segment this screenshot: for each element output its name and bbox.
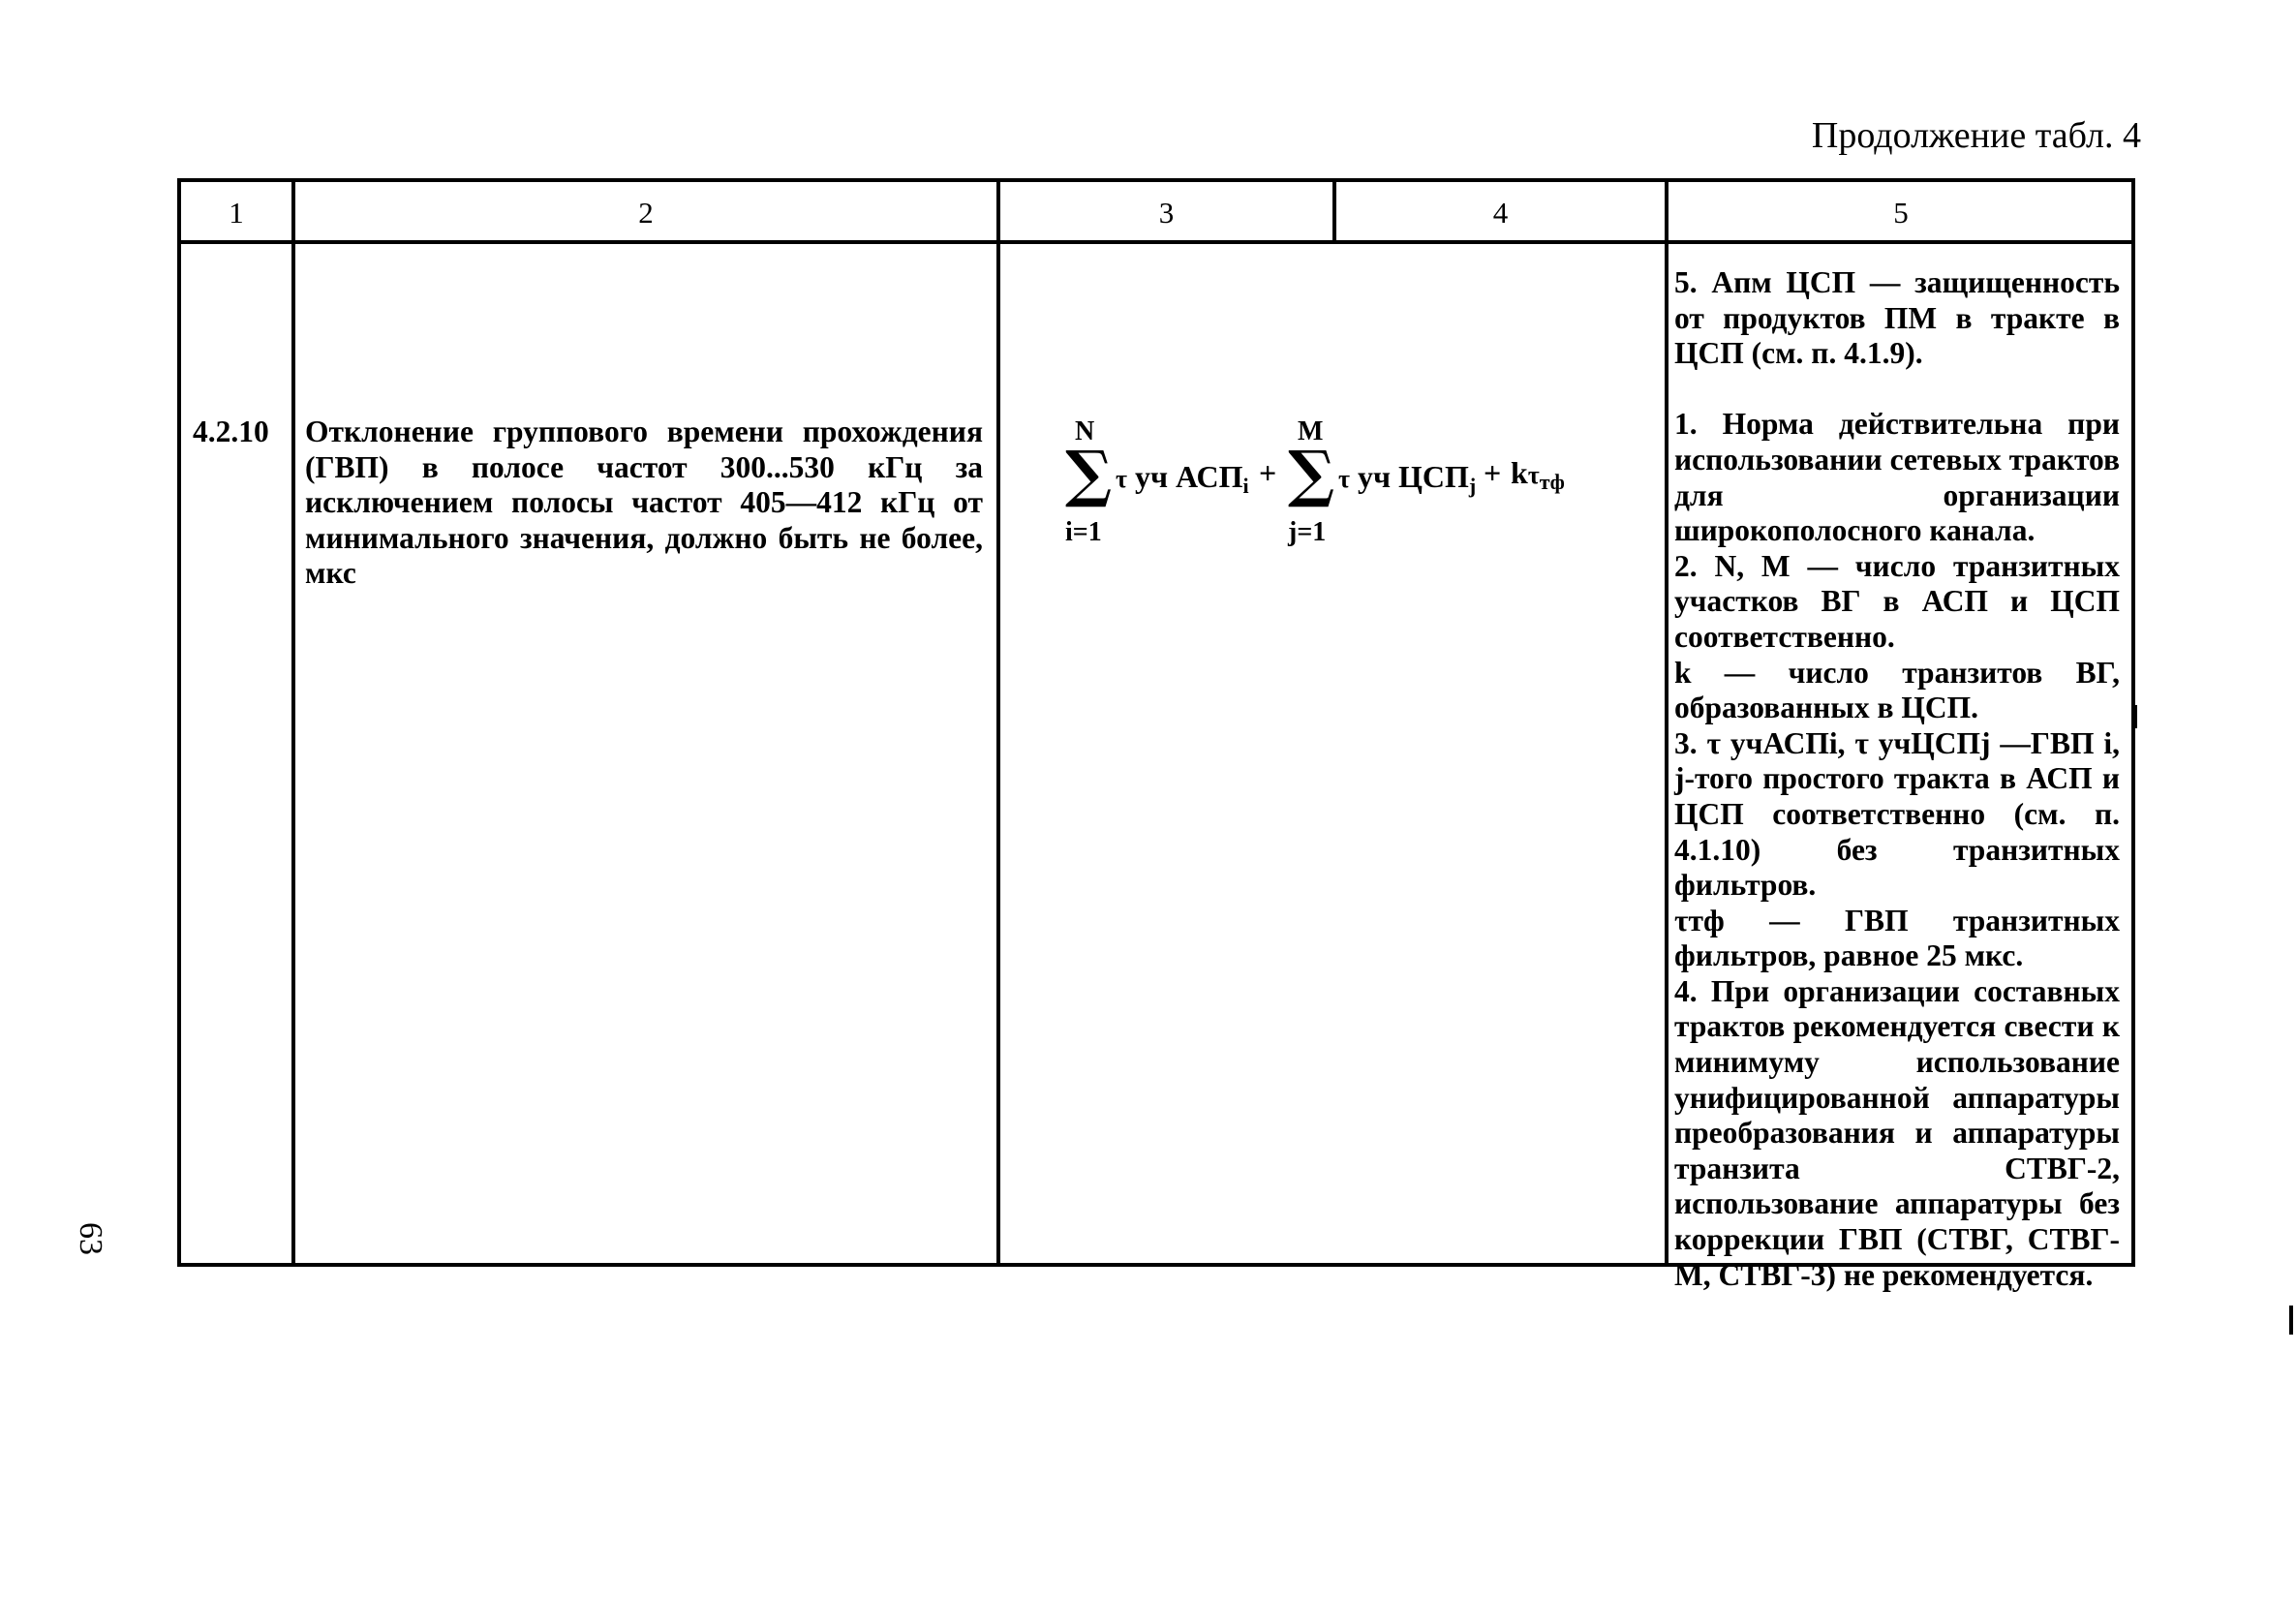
note-2: 2. N, M — число транзитных участков ВГ в АСП и ЦСП соответственно. (1674, 548, 2120, 654)
column-header-1: 1 (229, 196, 244, 230)
plus-sign: + (1259, 455, 1277, 490)
column-header-2: 2 (638, 196, 654, 230)
sum1-lower-limit: i=1 (1065, 517, 1102, 547)
sum2-lower-limit: j=1 (1288, 517, 1327, 547)
formula (1065, 416, 1627, 552)
sum1-term: τ уч $АСП_i$ (1116, 459, 1249, 498)
plus-sign: + (1484, 455, 1502, 490)
column-header-5: 5 (1893, 196, 1909, 230)
column-header-4: 4 (1492, 196, 1509, 230)
note-1: 1. Норма действительна при использовании сетевых трактов для организации широкополосного канала. (1674, 407, 2120, 548)
scan-mark (2289, 1306, 2293, 1335)
k-coefficient: $k\tau_{тф}$ (1511, 455, 1565, 494)
scan-mark (2133, 705, 2137, 728)
notes-cell (1674, 265, 2120, 1293)
column-divider (291, 182, 295, 1263)
parameter-description: Отклонение группового времени прохождения (ГВП) в полосе частот 300...530 кГц за исключением полосы частот 405—412 кГц от минимального значения, должно быть не более, мкс (305, 415, 983, 591)
table-continuation-caption: Продолжение табл. 4 (1811, 115, 2141, 156)
note-4: 4. При организации составных трактов рекомендуется свести к минимуму использование унифицированной аппаратуры преобразования и аппаратуры транзита СТВГ-2, использование аппаратуры без коррекции ГВП (СТВГ, СТВГ-М, СТВГ-3) не рекомендуется. (1674, 973, 2120, 1292)
sum1-upper-limit: N (1075, 416, 1095, 446)
table (177, 178, 2135, 1292)
sum2-term: τ уч $ЦСП_j$ (1338, 459, 1477, 498)
sum1-sigma: ∑ (1065, 438, 1113, 510)
sum2-sigma: ∑ (1288, 438, 1335, 510)
note-5: 5. Апм ЦСП — защищенность от продуктов ПМ в тракте в ЦСП (см. п. 4.1.9). (1674, 265, 2120, 371)
column-divider (1665, 182, 1668, 1263)
page-number: 63 (73, 1222, 108, 1255)
header-divider (181, 240, 2131, 244)
column-divider (996, 182, 1000, 1263)
note-3: 3. τ учАСПi, τ учЦСПj —ГВП i, j-того простого тракта в АСП и ЦСП соответственно (см. п. 4.1.10) без транзитных фильтров. (1674, 725, 2120, 903)
note-tf: τтф — ГВП транзитных фильтров, равное 25 мкс. (1674, 903, 2120, 973)
row-number: 4.2.10 (193, 415, 269, 448)
sum2-upper-limit: M (1298, 416, 1324, 446)
note-k: k — число транзитов ВГ, образованных в ЦСП. (1674, 655, 2120, 725)
column-header-3: 3 (1158, 196, 1175, 230)
